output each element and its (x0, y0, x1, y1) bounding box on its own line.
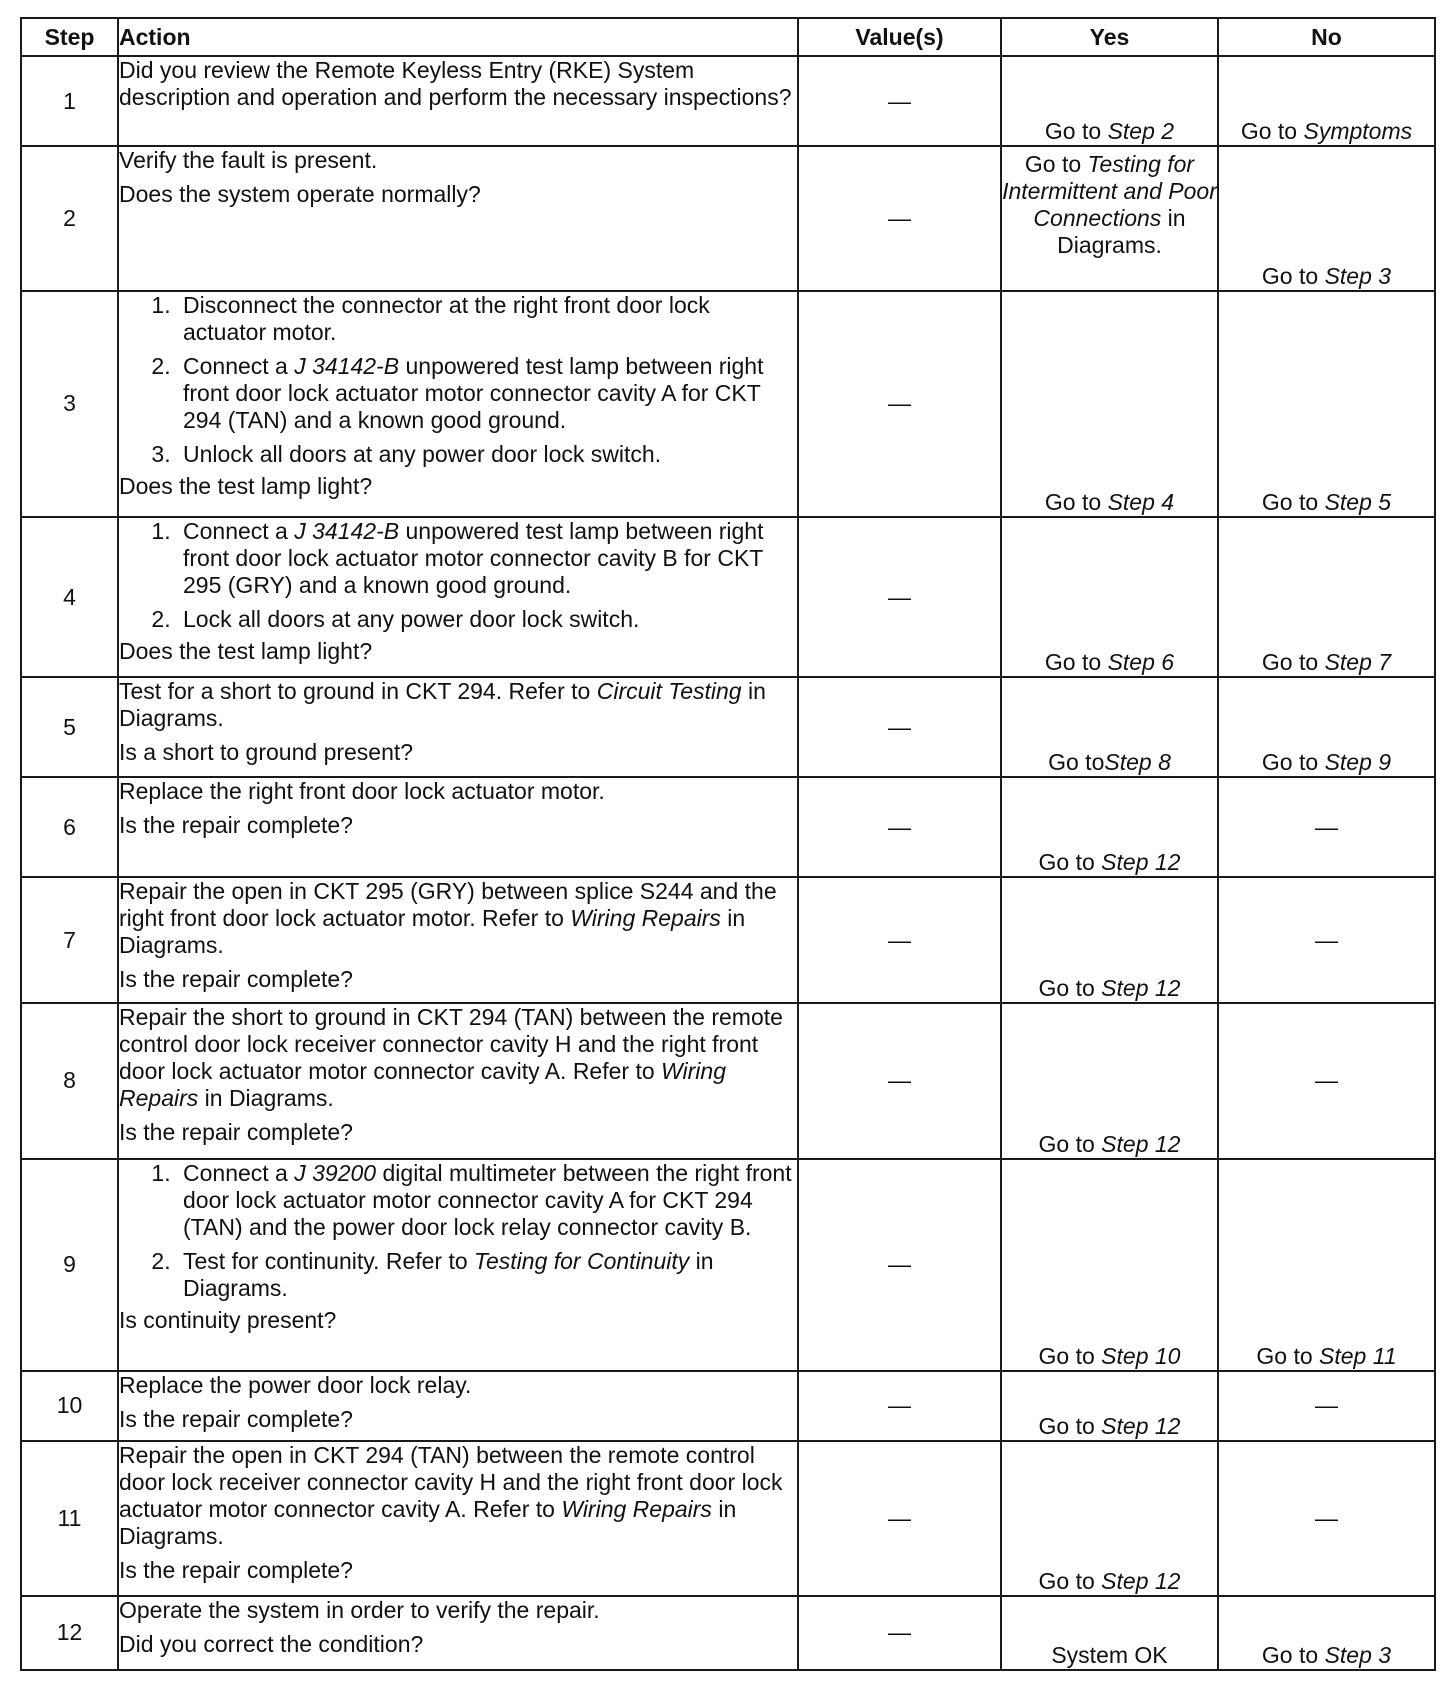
step-number: 6 (21, 777, 118, 877)
action-step: 3. Unlock all doors at any power door lock switch. (177, 441, 797, 468)
table-body (21, 56, 1435, 1670)
italic-ref: Step 12 (1101, 849, 1181, 876)
italic-ref: Circuit Testing (596, 678, 742, 705)
action-text: Replace the power door lock relay. (119, 1371, 472, 1398)
step-number: 8 (21, 1003, 118, 1158)
header-row (21, 18, 1435, 56)
step-number: 11 (21, 1441, 118, 1596)
italic-ref: Step 12 (1101, 1567, 1181, 1594)
action-step: 1. Disconnect the connector at the right front door lock actuator motor. (177, 292, 797, 346)
action-steps (119, 292, 797, 468)
italic-ref: Wiring Repairs (570, 905, 721, 932)
action-steps (119, 518, 797, 633)
value-cell: — (798, 1596, 1001, 1670)
yes-cell: Go to Step 2 (1001, 56, 1218, 146)
header-step: Step (21, 18, 118, 56)
italic-ref: J 34142-B (294, 352, 400, 379)
action-text: Test for a short to ground in CKT 294. Refer to Circuit Testing in Diagrams. (119, 678, 766, 732)
action-step: 1. Connect a J 34142-B unpowered test lamp between right front door lock actuator motor connector cavity B for CKT 295 (GRY) and a known good ground. (177, 518, 797, 599)
yes-cell: System OK (1001, 1596, 1218, 1670)
table-row (21, 146, 1435, 290)
action-cell (118, 56, 798, 146)
italic-ref: Step 8 (1104, 749, 1171, 776)
value-cell: — (798, 777, 1001, 877)
yes-cell: Go to Step 4 (1001, 291, 1218, 517)
action-cell (118, 146, 798, 290)
no-cell: — (1218, 1441, 1435, 1596)
header-no: No (1218, 18, 1435, 56)
value-cell: — (798, 1003, 1001, 1158)
action-cell (118, 877, 798, 1003)
value-cell: — (798, 1371, 1001, 1441)
action-text: Repair the short to ground in CKT 294 (TAN) between the remote control door lock receiver connector cavity H and the right front door lock actuator motor connector cavity A. Refer to Wiring Repairs in Diagrams. (119, 1004, 783, 1112)
italic-ref: Testing for Intermittent and Poor Connections (1002, 151, 1217, 232)
yes-cell: Go to Testing for Intermittent and Poor Connections in Diagrams. (1001, 146, 1218, 290)
action-cell (118, 1371, 798, 1441)
action-step: 2. Connect a J 34142-B unpowered test lamp between right front door lock actuator motor connector cavity A for CKT 294 (TAN) and a known good ground. (177, 353, 797, 434)
no-cell: Go to Step 11 (1218, 1159, 1435, 1371)
action-text: Does the system operate normally? (119, 181, 481, 208)
table-row (21, 777, 1435, 877)
value-cell: — (798, 1159, 1001, 1371)
table-row (21, 877, 1435, 1003)
italic-ref: Step 11 (1319, 1342, 1397, 1369)
no-cell: — (1218, 777, 1435, 877)
yes-cell: Go toStep 8 (1001, 677, 1218, 777)
step-number: 10 (21, 1371, 118, 1441)
yes-cell: Go to Step 12 (1001, 777, 1218, 877)
action-question: Does the test lamp light? (119, 472, 373, 499)
italic-ref: J 39200 (294, 1159, 377, 1186)
italic-ref: Step 10 (1101, 1342, 1181, 1369)
no-cell: — (1218, 1371, 1435, 1441)
action-question: Is the repair complete? (119, 1556, 353, 1583)
no-cell: Go to Symptoms (1218, 56, 1435, 146)
action-question: Does the test lamp light? (119, 637, 373, 664)
yes-cell: Go to Step 12 (1001, 1371, 1218, 1441)
yes-cell: Go to Step 12 (1001, 1441, 1218, 1596)
table-row (21, 56, 1435, 146)
value-cell: — (798, 291, 1001, 517)
italic-ref: Step 12 (1101, 1130, 1181, 1157)
action-cell (118, 677, 798, 777)
no-cell: Go to Step 9 (1218, 677, 1435, 777)
step-number: 5 (21, 677, 118, 777)
action-cell (118, 291, 798, 517)
action-text: Repair the open in CKT 295 (GRY) between splice S244 and the right front door lock actuator motor. Refer to Wiring Repairs in Diagrams. (119, 878, 777, 959)
action-cell (118, 1441, 798, 1596)
action-text: Replace the right front door lock actuator motor. (119, 778, 605, 805)
step-number: 4 (21, 517, 118, 677)
value-cell: — (798, 146, 1001, 290)
action-text: Is the repair complete? (119, 812, 353, 839)
italic-ref: Wiring Repairs (561, 1495, 712, 1522)
table-row (21, 1441, 1435, 1596)
action-question: Is continuity present? (119, 1306, 337, 1333)
italic-ref: Step 12 (1101, 975, 1181, 1002)
value-cell: — (798, 677, 1001, 777)
action-question: Is the repair complete? (119, 966, 353, 993)
action-step: 1. Connect a J 39200 digital multimeter between the right front door lock actuator motor connector cavity A for CKT 294 (TAN) and the power door lock relay connector cavity B. (177, 1160, 797, 1241)
italic-ref: Step 9 (1324, 749, 1392, 776)
value-cell: — (798, 56, 1001, 146)
table-row (21, 1003, 1435, 1158)
no-cell: — (1218, 877, 1435, 1003)
italic-ref: Step 3 (1324, 262, 1392, 289)
table-row (21, 677, 1435, 777)
italic-ref: Step 7 (1324, 649, 1392, 676)
header-action: Action (118, 18, 798, 56)
action-question: Is a short to ground present? (119, 739, 414, 766)
action-text: Is the repair complete? (119, 1405, 353, 1432)
action-text: Did you review the Remote Keyless Entry (RKE) System description and operation and perform the necessary inspections? (119, 57, 792, 110)
no-cell: Go to Step 3 (1218, 146, 1435, 290)
value-cell: — (798, 517, 1001, 677)
table-row (21, 291, 1435, 517)
step-number: 7 (21, 877, 118, 1003)
no-cell: Go to Step 3 (1218, 1596, 1435, 1670)
italic-ref: Testing for Continuity (474, 1247, 690, 1274)
action-question: Is the repair complete? (119, 1119, 353, 1146)
yes-cell: Go to Step 6 (1001, 517, 1218, 677)
italic-ref: Step 5 (1324, 488, 1392, 515)
step-number: 9 (21, 1159, 118, 1371)
italic-ref: Wiring Repairs (119, 1058, 726, 1112)
value-cell: — (798, 877, 1001, 1003)
action-text: Verify the fault is present. (119, 147, 378, 174)
diagnostic-table (20, 17, 1436, 1671)
action-cell (118, 1159, 798, 1371)
action-cell (118, 1596, 798, 1670)
italic-ref: Step 6 (1107, 649, 1175, 676)
no-cell: Go to Step 7 (1218, 517, 1435, 677)
table-row (21, 1159, 1435, 1371)
table-row (21, 517, 1435, 677)
header-values: Value(s) (798, 18, 1001, 56)
italic-ref: Step 12 (1101, 1412, 1181, 1439)
italic-ref: Step 4 (1107, 488, 1175, 515)
step-number: 1 (21, 56, 118, 146)
yes-cell: Go to Step 12 (1001, 877, 1218, 1003)
table-row (21, 1596, 1435, 1670)
italic-ref: Symptoms (1303, 118, 1413, 145)
action-cell (118, 517, 798, 677)
step-number: 12 (21, 1596, 118, 1670)
action-step: 2. Lock all doors at any power door lock switch. (177, 606, 797, 633)
action-step: 2. Test for continunity. Refer to Testing for Continuity in Diagrams. (177, 1248, 797, 1302)
action-cell (118, 1003, 798, 1158)
italic-ref: Step 3 (1324, 1642, 1392, 1668)
table-row (21, 1371, 1435, 1441)
yes-cell: Go to Step 12 (1001, 1003, 1218, 1158)
yes-cell: Go to Step 10 (1001, 1159, 1218, 1371)
value-cell: — (798, 1441, 1001, 1596)
action-cell (118, 777, 798, 877)
action-text: Did you correct the condition? (119, 1630, 424, 1657)
step-number: 3 (21, 291, 118, 517)
italic-ref: Step 2 (1107, 118, 1175, 145)
italic-ref: J 34142-B (294, 517, 400, 544)
no-cell: Go to Step 5 (1218, 291, 1435, 517)
header-yes: Yes (1001, 18, 1218, 56)
action-steps (119, 1160, 797, 1302)
no-cell: — (1218, 1003, 1435, 1158)
action-text: Operate the system in order to verify the repair. (119, 1596, 600, 1623)
step-number: 2 (21, 146, 118, 290)
action-text: Repair the open in CKT 294 (TAN) between the remote control door lock receiver connector cavity H and the right front door lock actuator motor connector cavity A. Refer to Wiring Repairs in Diagrams. (119, 1441, 783, 1549)
